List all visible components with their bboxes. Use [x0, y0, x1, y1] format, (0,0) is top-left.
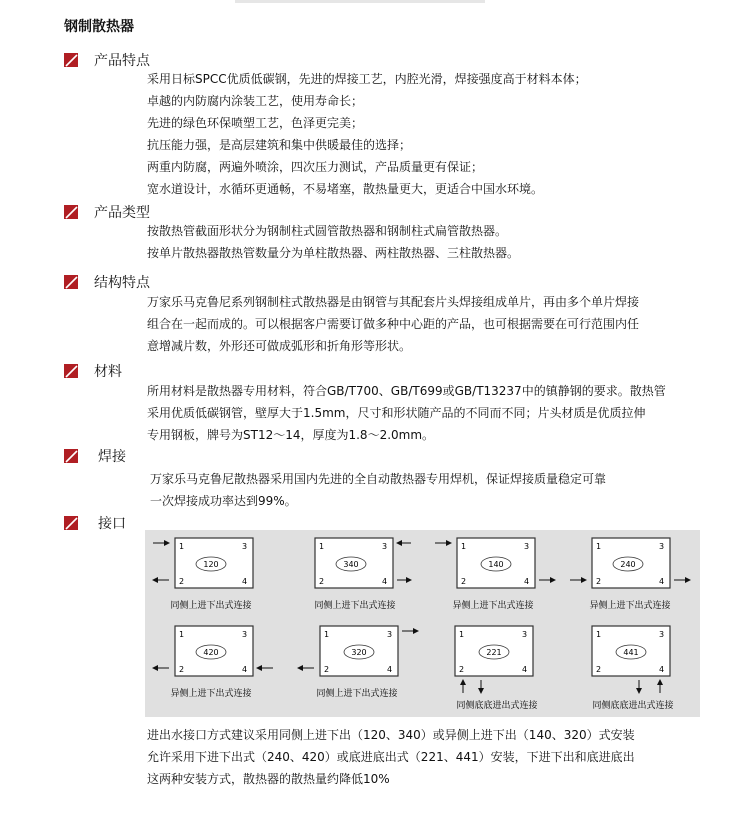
port-label: 2 — [459, 665, 465, 674]
port-label: 2 — [596, 577, 602, 586]
diagram-caption: 同侧上进下出式连接 — [314, 601, 396, 611]
text-line: 意增减片数，外形还可做成弧形和折角形等形状。 — [147, 339, 412, 353]
section-heading-types — [64, 202, 150, 222]
text-line: 两重内防腐，两遍外喷涂，四次压力测试，产品质量更有保证； — [147, 160, 484, 174]
section-title: 产品特点 — [94, 53, 150, 69]
section-heading-welding — [64, 446, 126, 466]
text-line: 采用优质低碳钢管，壁厚大于1.5mm，尺寸和形状随产品的不同而不同；片头材质是优质拉伸 — [147, 406, 646, 420]
port-label: 1 — [324, 630, 330, 639]
port-label: 4 — [524, 577, 530, 586]
port-label: 2 — [461, 577, 467, 586]
red-square-bullet-icon — [64, 205, 78, 219]
port-label: 3 — [522, 630, 528, 639]
text-line: 采用日标SPCC优质低碳钢，先进的焊接工艺，内腔光滑，焊接强度高于材料本体； — [147, 72, 587, 86]
text-line: 按单片散热器散热管数量分为单柱散热器、两柱散热器、三柱散热器。 — [147, 246, 520, 260]
section-heading-features — [64, 50, 150, 70]
text-line: 进出水接口方式建议采用同侧上进下出（120、340）或异侧上进下出（140、320）式安装 — [147, 728, 635, 742]
port-label: 1 — [459, 630, 465, 639]
text-line: 万家乐马克鲁尼散热器采用国内先进的全自动散热器专用焊机，保证焊接质量稳定可靠 — [150, 472, 607, 486]
diagram-code: 420 — [203, 648, 219, 657]
diagram-caption: 异侧上进下出式连接 — [452, 601, 534, 611]
red-square-bullet-icon — [64, 275, 78, 289]
red-square-bullet-icon — [64, 53, 78, 67]
text-line: 先进的绿色环保喷塑工艺，色泽更完美； — [147, 116, 364, 130]
section-title: 焊接 — [98, 449, 126, 465]
text-line: 宽水道设计，水循环更通畅，不易堵塞，散热量更大，更适合中国水环境。 — [147, 182, 544, 196]
text-line: 所用材料是散热器专用材料，符合GB/T700、GB/T699或GB/T13237中的镇静钢的要求。散热管 — [147, 384, 666, 398]
port-label: 3 — [659, 542, 665, 551]
section-title: 接口 — [98, 516, 126, 532]
port-label: 2 — [596, 665, 602, 674]
port-label: 4 — [659, 577, 665, 586]
section-body-structure — [147, 291, 639, 357]
port-label: 2 — [179, 665, 185, 674]
text-line: 卓越的内防腐内涂装工艺，使用寿命长； — [147, 94, 364, 108]
port-label: 3 — [524, 542, 530, 551]
diagram-code: 240 — [620, 560, 636, 569]
port-label: 4 — [382, 577, 388, 586]
section-body-features — [147, 68, 587, 200]
installation-note — [147, 724, 635, 790]
port-label: 3 — [242, 542, 248, 551]
diagram-code: 441 — [623, 648, 639, 657]
port-label: 2 — [324, 665, 330, 674]
section-body-types — [147, 220, 519, 264]
diagram-code: 340 — [343, 560, 359, 569]
section-body-material — [147, 380, 666, 446]
port-label: 4 — [659, 665, 665, 674]
connection-diagram — [314, 538, 411, 611]
connection-diagram — [435, 538, 555, 611]
section-heading-material — [64, 361, 122, 381]
port-label: 4 — [242, 577, 248, 586]
port-label: 1 — [461, 542, 467, 551]
diagram-caption: 同侧底底进出式连接 — [456, 701, 538, 711]
port-label: 1 — [596, 630, 602, 639]
top-divider — [235, 0, 485, 3]
port-label: 1 — [596, 542, 602, 551]
connection-diagrams-svg — [145, 530, 700, 717]
text-line: 组合在一起而成的。可以根据客户需要订做多种中心距的产品，也可根据需要在可行范围内任 — [147, 317, 640, 331]
section-title: 产品类型 — [94, 205, 150, 221]
diagram-caption: 同侧底底进出式连接 — [592, 701, 674, 711]
connection-diagram — [298, 626, 418, 699]
diagram-code: 320 — [351, 648, 367, 657]
section-heading-interface — [64, 513, 126, 533]
text-line: 万家乐马克鲁尼系列钢制柱式散热器是由钢管与其配套片头焊接组成单片，再由多个单片焊接 — [147, 295, 640, 309]
port-label: 4 — [522, 665, 528, 674]
port-label: 2 — [179, 577, 185, 586]
red-square-bullet-icon — [64, 364, 78, 378]
port-label: 3 — [242, 630, 248, 639]
connection-diagrams-panel — [145, 530, 700, 717]
port-label: 2 — [319, 577, 325, 586]
text-line: 允许采用下进下出式（240、420）或底进底出式（221、441）安装，下进下出和底进底出 — [147, 750, 635, 764]
text-line: 抗压能力强，是高层建筑和集中供暖最佳的选择； — [147, 138, 412, 152]
text-line: 专用钢板，牌号为ST12～14，厚度为1.8～2.0mm。 — [147, 428, 435, 442]
diagram-caption: 异侧上进下出式连接 — [589, 601, 671, 611]
connection-diagram — [153, 626, 273, 699]
connection-diagram — [153, 538, 253, 611]
diagram-code: 140 — [488, 560, 504, 569]
section-title: 材料 — [94, 364, 122, 380]
port-label: 3 — [659, 630, 665, 639]
port-label: 3 — [387, 630, 393, 639]
port-label: 4 — [242, 665, 248, 674]
text-line: 这两种安装方式，散热器的散热量约降低10% — [147, 772, 390, 786]
connection-diagram — [455, 626, 538, 711]
red-square-bullet-icon — [64, 449, 78, 463]
text-line: 一次焊接成功率达到99%。 — [150, 494, 297, 508]
diagram-code: 221 — [486, 648, 502, 657]
red-square-bullet-icon — [64, 516, 78, 530]
port-label: 3 — [382, 542, 388, 551]
connection-diagram — [570, 538, 690, 611]
connection-diagram — [592, 626, 674, 711]
port-label: 1 — [179, 630, 185, 639]
diagram-caption: 同侧上进下出式连接 — [316, 689, 398, 699]
page-title: 钢制散热器 — [64, 19, 134, 35]
port-label: 1 — [319, 542, 325, 551]
section-title: 结构特点 — [94, 275, 150, 291]
section-body-welding — [150, 468, 606, 512]
diagram-caption: 同侧上进下出式连接 — [170, 601, 252, 611]
port-label: 1 — [179, 542, 185, 551]
diagram-code: 120 — [203, 560, 219, 569]
text-line: 按散热管截面形状分为钢制柱式圆管散热器和钢制柱式扁管散热器。 — [147, 224, 508, 238]
section-heading-structure — [64, 272, 150, 292]
port-label: 4 — [387, 665, 393, 674]
diagram-caption: 异侧上进下出式连接 — [170, 689, 252, 699]
